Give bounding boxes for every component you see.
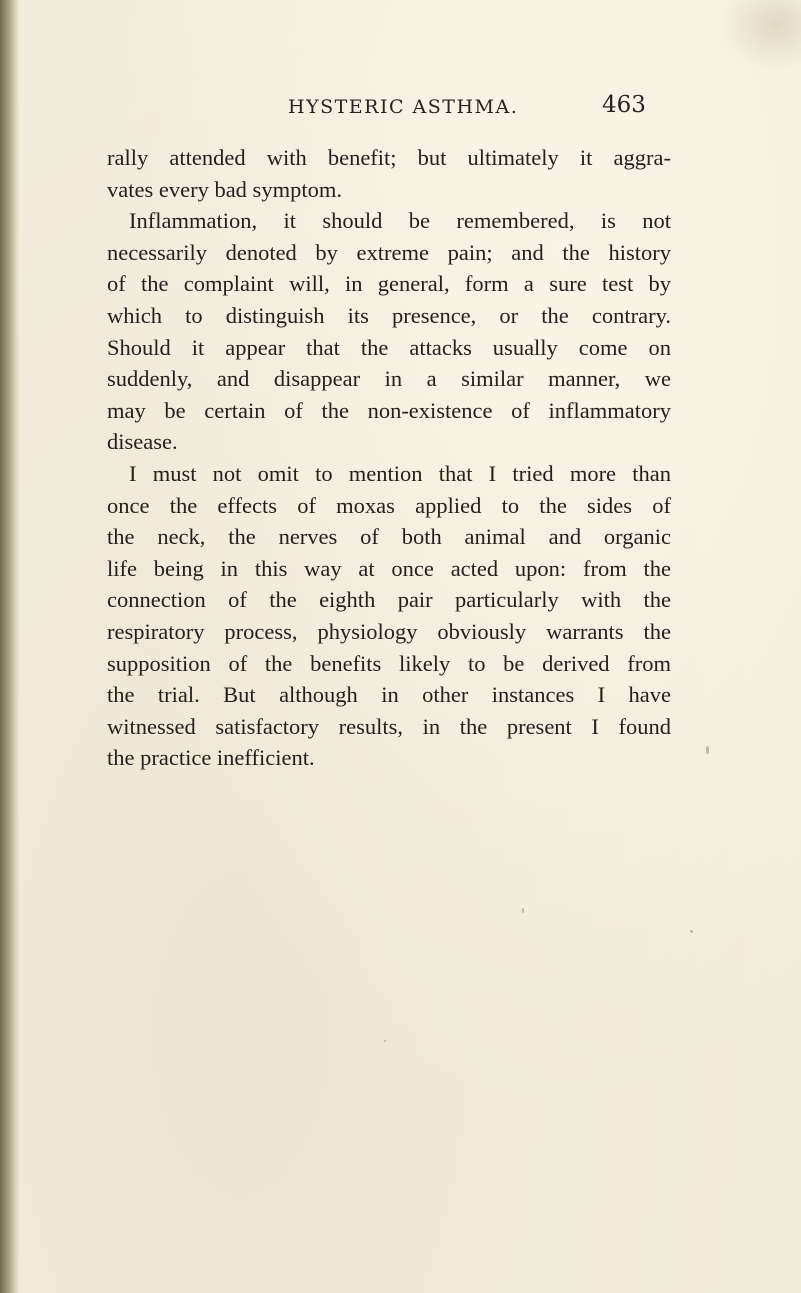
running-head (0, 92, 801, 132)
text-line: witnessed satisfactory results, in the present I found (107, 713, 671, 739)
text-line: Inflammation, it should be remembered, is not (129, 208, 671, 234)
text-line: once the effects of moxas applied to the sides of (107, 492, 671, 518)
text-line: may be certain of the non-existence of inflammatory (107, 397, 671, 423)
text-line: I must not omit to mention that I tried more than (129, 460, 671, 486)
paper-speck (706, 746, 709, 754)
text-line: the trial. But although in other instances I have (107, 682, 671, 708)
text-line: life being in this way at once acted upon: from the (107, 555, 671, 581)
page-number: 463 (602, 92, 646, 118)
text-line: connection of the eighth pair particularly with the (107, 587, 671, 613)
text-line: the neck, the nerves of both animal and organic (107, 524, 671, 550)
text-line: vates every bad symptom. (107, 176, 342, 202)
text-line: which to distinguish its presence, or the contrary. (107, 302, 671, 328)
paper-speck (522, 908, 524, 913)
text-line: the practice inefficient. (107, 745, 315, 771)
body-text (107, 142, 671, 774)
paper-speck (384, 1040, 386, 1042)
text-line: Should it appear that the attacks usually come on (107, 334, 671, 360)
page-gutter-shadow (0, 0, 20, 1293)
text-line: rally attended with benefit; but ultimately it aggra- (107, 145, 671, 170)
paper-stain (721, 0, 801, 70)
paper-speck (690, 930, 693, 933)
text-line: necessarily denoted by extreme pain; and the history (107, 239, 671, 265)
text-line: suddenly, and disappear in a similar manner, we (107, 366, 671, 392)
text-line: of the complaint will, in general, form a sure test by (107, 271, 671, 297)
running-title: HYSTERIC ASTHMA. (288, 96, 519, 118)
text-line: disease. (107, 429, 178, 455)
text-line: supposition of the benefits likely to be derived from (107, 650, 671, 676)
text-line: respiratory process, physiology obviously warrants the (107, 618, 671, 644)
